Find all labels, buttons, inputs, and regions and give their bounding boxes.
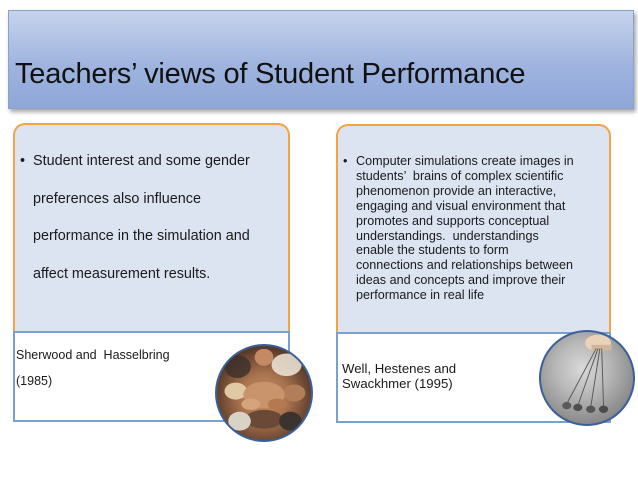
right-bullet-line: ideas and concepts and improve their bbox=[356, 273, 566, 288]
left-bullet-line: affect measurement results. bbox=[33, 265, 211, 282]
group-hands-photo-icon bbox=[215, 344, 313, 442]
left-bullet-line: preferences also influence bbox=[33, 190, 201, 207]
left-bullet-line: Student interest and some gender bbox=[33, 153, 250, 169]
right-bullet-line: promotes and supports conceptual bbox=[356, 213, 550, 228]
title-bar bbox=[8, 10, 634, 109]
right-bullet-line: phenomenon provide an interactive, bbox=[356, 183, 557, 198]
left-citation bbox=[16, 342, 170, 394]
right-bullet-line: students’ brains of complex scientific bbox=[356, 168, 564, 183]
bullet-icon: • bbox=[343, 154, 348, 168]
right-bullet-line: Computer simulations create images in bbox=[356, 154, 574, 168]
right-citation bbox=[342, 361, 456, 391]
left-bullet bbox=[20, 143, 288, 293]
right-citation-line: Well, Hestenes and bbox=[342, 361, 457, 376]
bullet-icon: • bbox=[20, 153, 26, 169]
left-citation-line: Sherwood and Hasselbring bbox=[16, 348, 170, 362]
left-bullet-row bbox=[20, 143, 288, 293]
right-bullet-line: understandings. understandings bbox=[356, 228, 539, 243]
slide-title: Teachers’ views of Student Performance bbox=[15, 58, 526, 90]
pendulum-photo-icon bbox=[539, 330, 635, 426]
right-bullet-line: connections and relationships between bbox=[356, 258, 574, 273]
right-bullet bbox=[343, 154, 605, 303]
left-bullet-text bbox=[33, 143, 288, 293]
right-bullet-line: enable the students to form bbox=[356, 243, 509, 258]
right-bullet-line: engaging and visual environment that bbox=[356, 198, 566, 213]
right-bullet-text bbox=[356, 154, 605, 303]
left-bullet-line: performance in the simulation and bbox=[33, 228, 250, 244]
right-bullet-line: performance in real life bbox=[356, 288, 485, 303]
right-citation-line: Swackhmer (1995) bbox=[342, 376, 453, 391]
right-bullet-row bbox=[343, 154, 605, 303]
left-citation-line: (1985) bbox=[16, 374, 53, 388]
